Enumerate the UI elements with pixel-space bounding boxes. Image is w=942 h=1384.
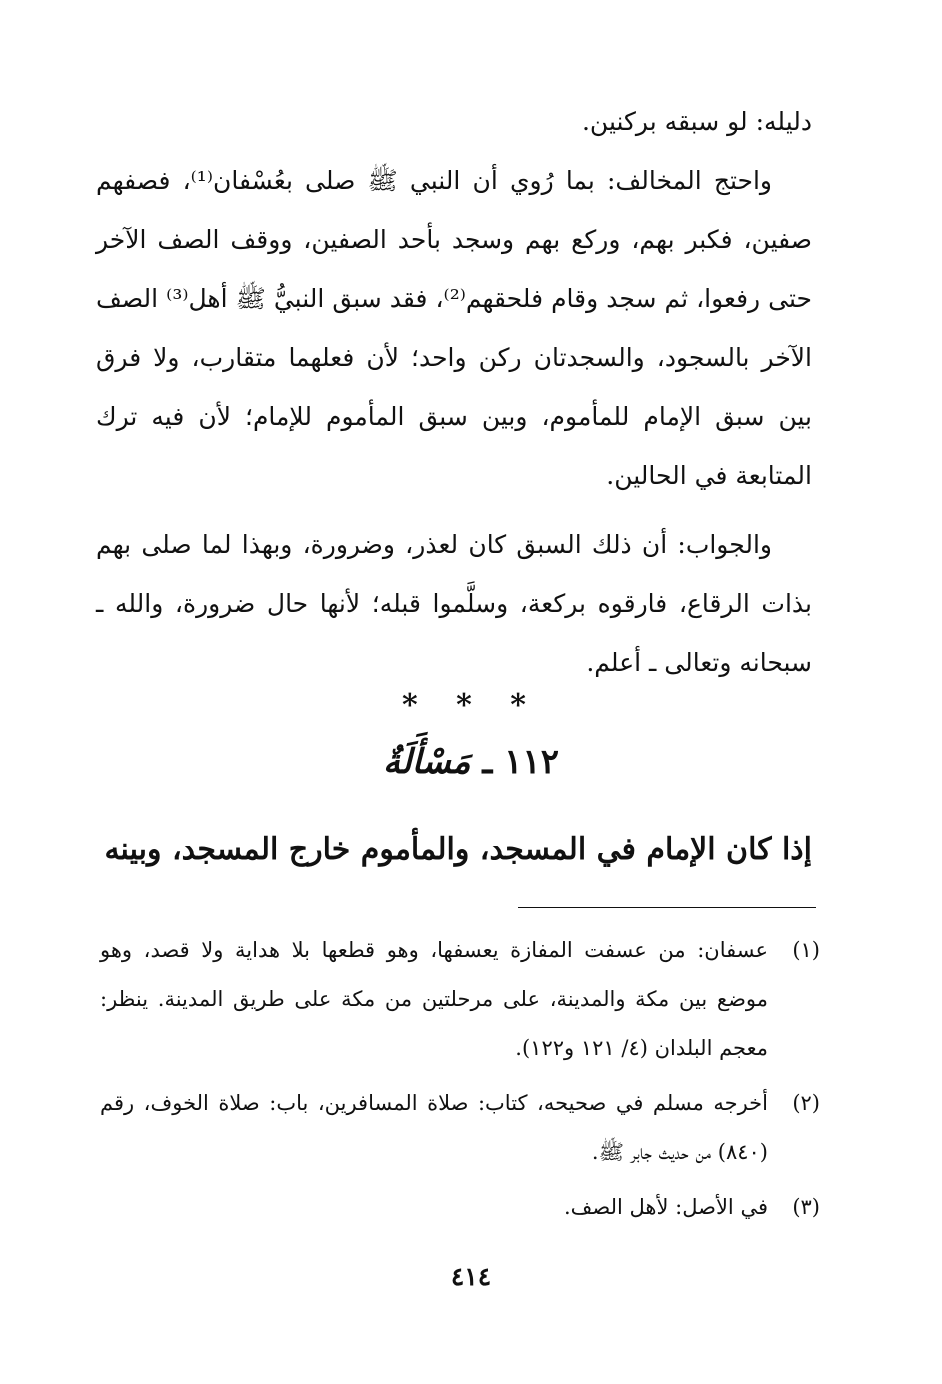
footnote-item [100,1183,820,1232]
paragraph-evidence: دليله: لو سبقه بركنين. [581,107,812,136]
footnote-text: عسفان: من عسفت المفازة يعسفها، وهو قطعها بلا هداية ولا قصد، وهو موضع بين مكة والمدينة، على مرحلتين من مكة على طريق المدينة. ينظر: معجم البلدان (٤/ ١٢١ و١٢٢). [100,938,768,1060]
footnote-item [100,926,820,1073]
footnote-text: أخرجه مسلم في صحيحه، كتاب: صلاة المسافرين، باب: صلاة الخوف، رقم (٨٤٠) من حديث جابر ﷺ. [100,1091,768,1164]
main-text [96,92,812,692]
footnote-item [100,1079,820,1177]
footnote-number: (٣) [792,1195,820,1219]
footnotes [100,926,820,1238]
section-separator: * * * [402,688,540,723]
issue-heading: إذا كان الإمام في المسجد، والمأموم خارج المسجد، وبينه [104,832,812,867]
paragraph-answer: والجواب: أن ذلك السبق كان لعذر، وضرورة، وبهذا لما صلى بهم بذات الرقاع، فارقوه بركعة، وسلَّموا قبله؛ لأنها حال ضرورة، والله ـ سبحانه وتعالى ـ أعلم. [96,530,812,677]
paragraph-opponent-argument: واحتج المخالف: بما رُوي أن النبي ﷺ صلى بعُسْفان⁽¹⁾، فصفهم صفين، فكبر بهم، وركع بهم وسجد بأحد الصفين، ووقف الصف الآخر حتى رفعوا، ثم سجد وقام فلحقهم⁽²⁾، فقد سبق النبيُّ ﷺ أهل⁽³⁾ الصف الآخر بالسجود، والسجدتان ركن واحد؛ لأن فعلهما متقارب، ولا فرق بين سبق الإمام للمأموم، وبين سبق المأموم للإمام؛ لأن فيه ترك المتابعة في الحالين. [96,166,812,490]
issue-number: ١١٢ ـ [482,742,559,782]
footnote-divider [518,907,816,908]
page-number: ٤١٤ [450,1262,492,1291]
footnote-number: (٢) [792,1091,820,1115]
footnote-number: (١) [792,938,820,962]
issue-title [0,742,942,782]
footnote-text: في الأصل: لأهل الصف. [563,1195,768,1219]
issue-word: مَسْأَلَةٌ [383,742,471,782]
